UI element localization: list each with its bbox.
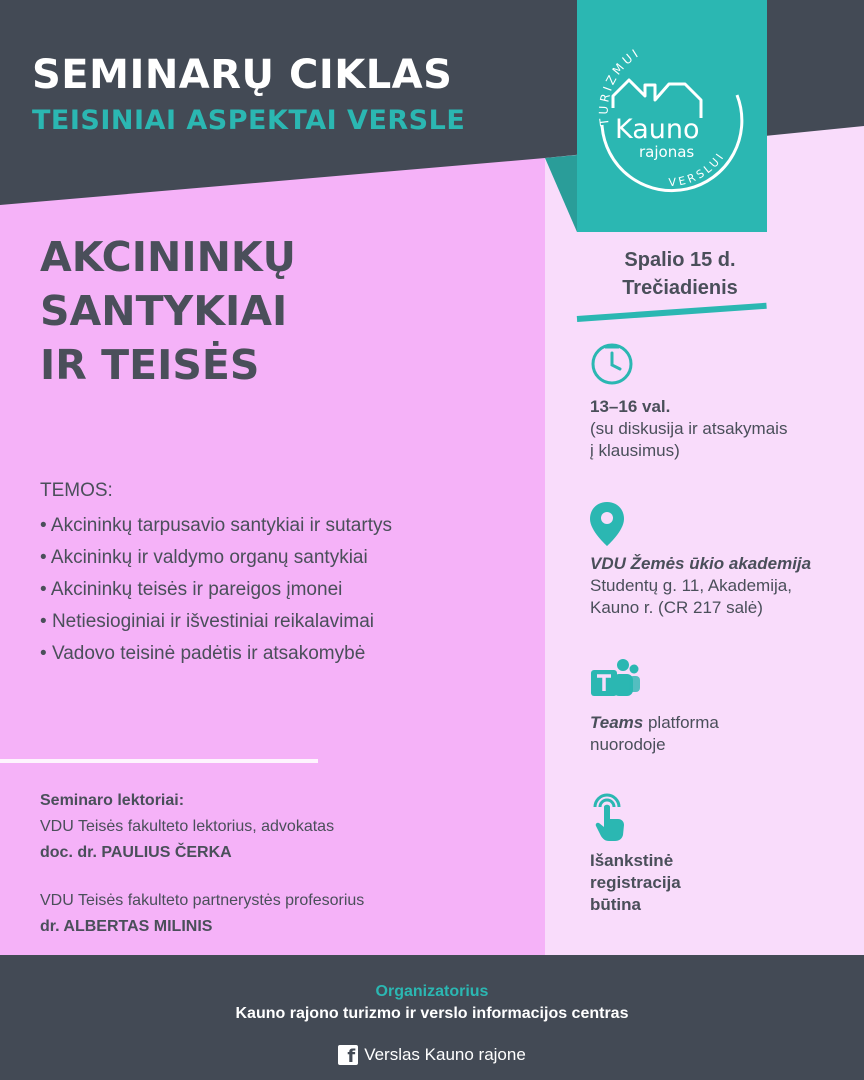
clock-icon xyxy=(589,341,635,387)
registration-line-1: Išankstinė xyxy=(590,851,674,870)
logo-emblem xyxy=(577,0,767,232)
lecturers-heading: Seminaro lektoriai: xyxy=(40,792,185,809)
series-subtitle: TEISINIAI ASPEKTAI VERSLE xyxy=(32,105,466,136)
seminar-title xyxy=(40,230,296,392)
facebook-icon xyxy=(338,1045,358,1065)
organizer-name: Kauno rajono turizmo ir verslo informacijos centras xyxy=(235,1005,629,1022)
seminar-title-line-1: AKCININKŲ xyxy=(40,233,296,281)
organizer-label: Organizatorius xyxy=(375,983,489,1000)
teams-link-text: nuorodoje xyxy=(590,735,666,754)
registration-info xyxy=(590,850,681,916)
logo-word-rajonas: rajonas xyxy=(639,143,695,161)
facebook-link[interactable] xyxy=(0,1045,864,1065)
location-name: VDU Žemės ūkio akademija xyxy=(590,554,812,573)
time-note-1: (su diskusija ir atsakymais xyxy=(590,419,788,438)
logo-word-kauno: Kauno xyxy=(615,114,700,145)
seminar-title-line-2: SANTYKIAI xyxy=(40,287,288,335)
topics-section xyxy=(40,480,392,670)
time-note-2: į klausimus) xyxy=(590,441,680,460)
teams-info xyxy=(590,712,719,756)
topic-item: • Vadovo teisinė padėtis ir atsakomybė xyxy=(40,638,392,670)
logo-bottom-text: VERSLUI xyxy=(668,149,728,190)
topics-list xyxy=(40,510,392,670)
registration-line-2: registracija xyxy=(590,873,681,892)
topic-item: • Akcininkų ir valdymo organų santykiai xyxy=(40,542,392,574)
teams-platform: platforma xyxy=(643,713,719,732)
topic-item: • Akcininkų teisės ir pareigos įmonei xyxy=(40,574,392,606)
registration-line-3: būtina xyxy=(590,895,641,914)
facebook-page-name: Verslas Kauno rajone xyxy=(364,1045,526,1064)
lecturer-2-role: VDU Teisės fakulteto partnerystės profesorius xyxy=(40,892,365,909)
lecturers-section xyxy=(40,792,364,944)
series-title: SEMINARŲ CIKLAS xyxy=(32,52,453,98)
location-address-1: Studentų g. 11, Akademija, xyxy=(590,576,792,595)
logo xyxy=(577,0,767,232)
section-divider xyxy=(0,759,318,763)
event-date xyxy=(560,246,800,302)
lecturer-1-name: doc. dr. PAULIUS ČERKA xyxy=(40,844,232,861)
location-pin-icon xyxy=(587,500,627,548)
teams-icon xyxy=(589,656,641,704)
lecturer-1-role: VDU Teisės fakulteto lektorius, advokatas xyxy=(40,818,335,835)
event-day: Spalio 15 d. xyxy=(624,249,736,271)
location-info xyxy=(590,553,811,619)
topic-item: • Akcininkų tarpusavio santykiai ir sutartys xyxy=(40,510,392,542)
teams-name: Teams xyxy=(590,713,644,732)
topics-label: TEMOS: xyxy=(40,480,113,501)
topic-item: • Netiesioginiai ir išvestiniai reikalavimai xyxy=(40,606,392,638)
tap-hand-icon xyxy=(589,793,633,843)
lecturer-2-name: dr. ALBERTAS MILINIS xyxy=(40,918,213,935)
seminar-title-line-3: IR TEISĖS xyxy=(40,341,260,389)
location-address-2: Kauno r. (CR 217 salė) xyxy=(590,598,763,617)
time-hours: 13–16 val. xyxy=(590,397,671,416)
time-info xyxy=(590,396,787,462)
logo-top-text: TURIZMUI xyxy=(596,45,643,127)
event-weekday: Trečiadienis xyxy=(622,277,738,299)
